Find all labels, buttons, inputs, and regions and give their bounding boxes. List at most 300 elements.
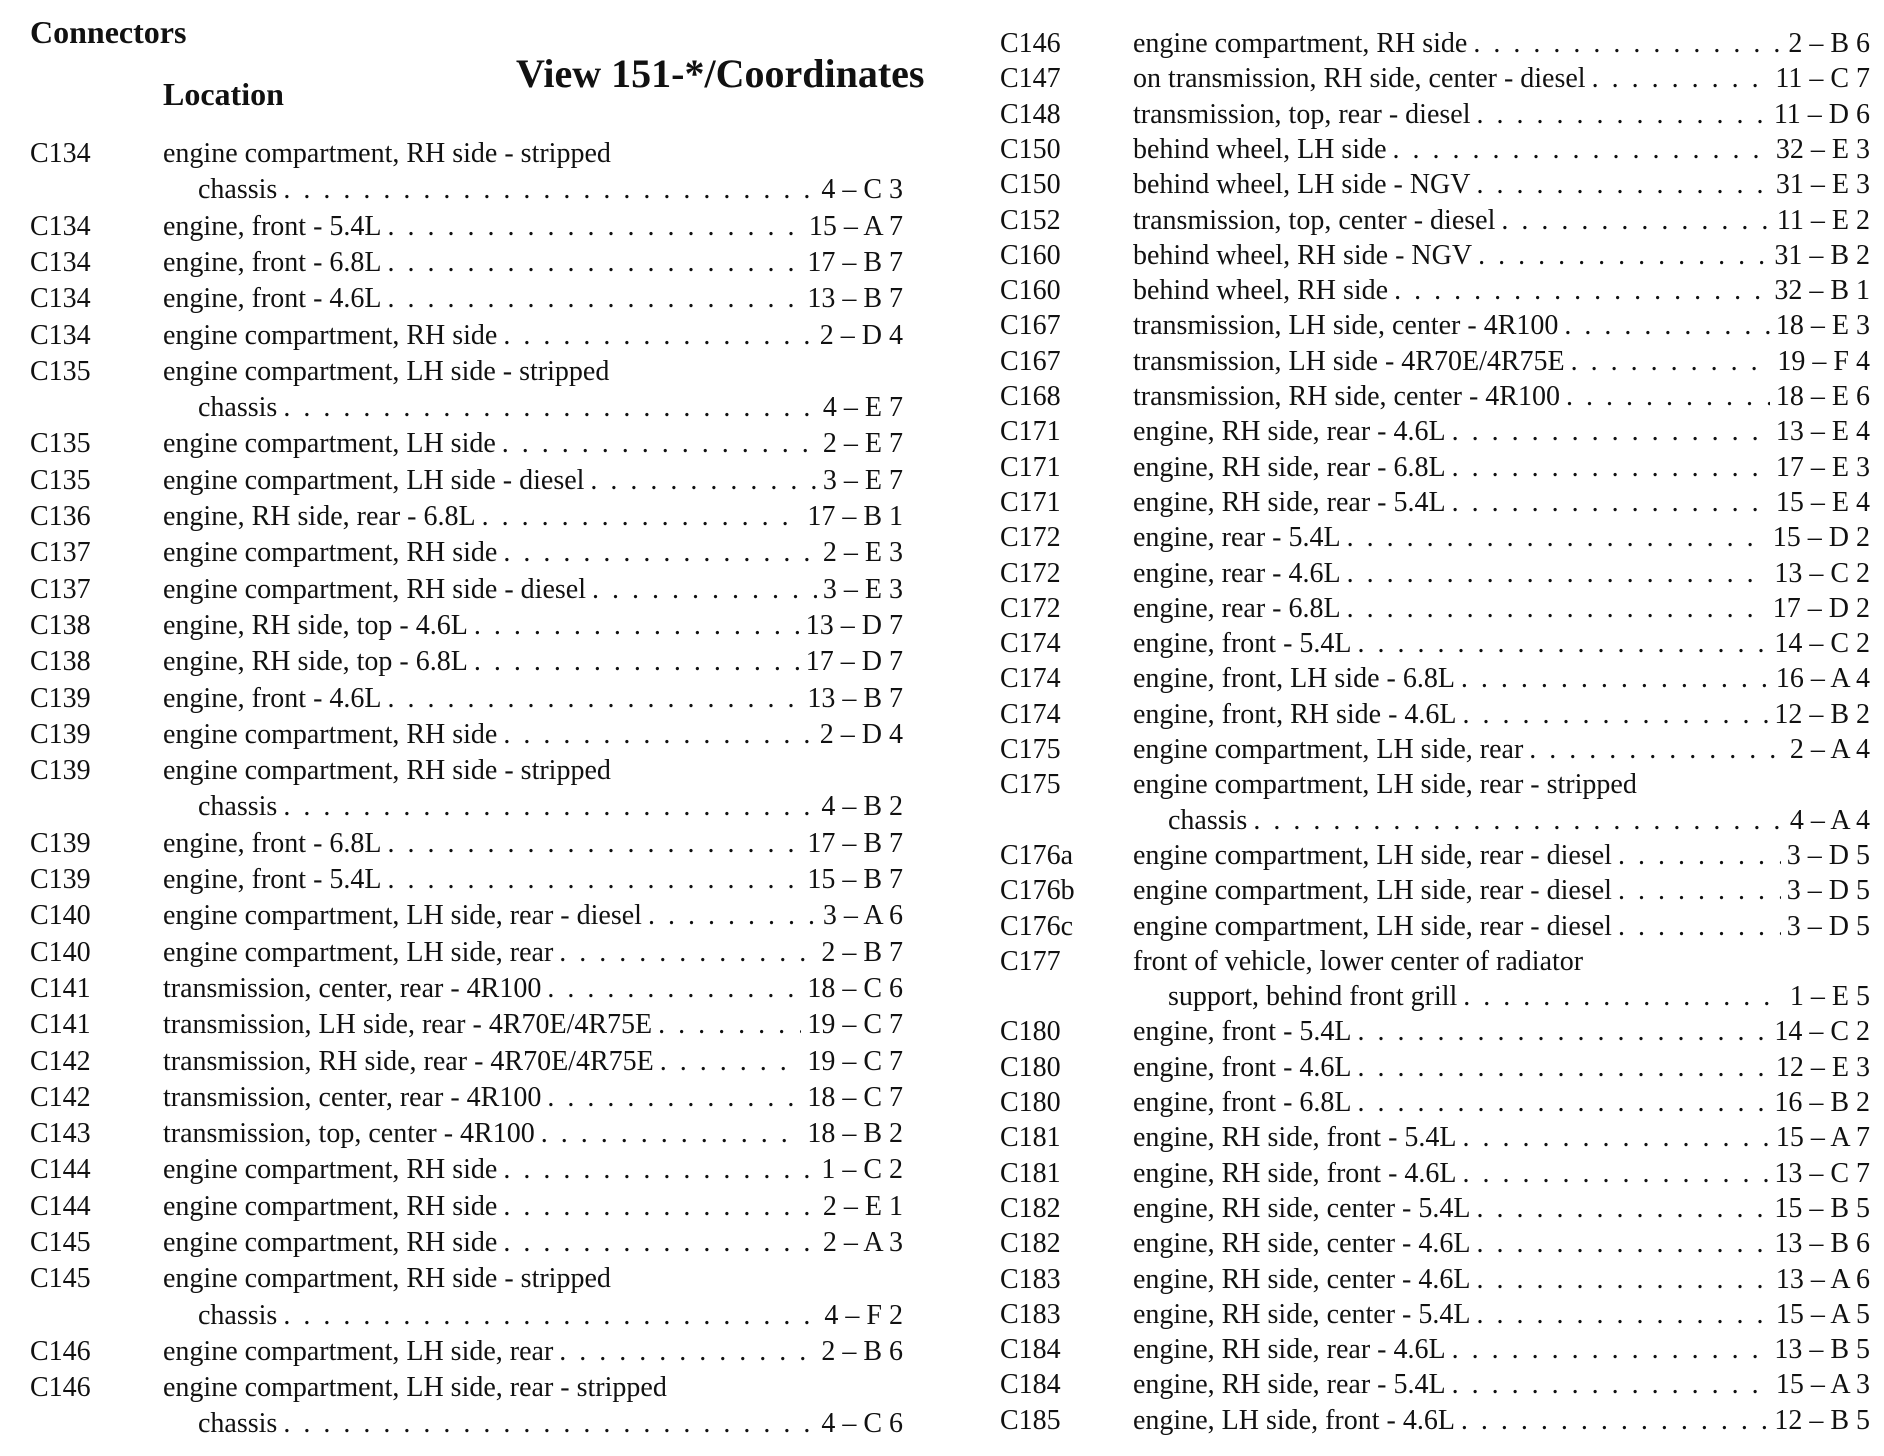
dot-leader (503, 719, 813, 751)
location-text: engine compartment, RH side - stripped (163, 138, 611, 169)
dot-leader (559, 1336, 815, 1368)
connector-entry (0, 1191, 920, 1227)
view-coordinate: 4 – B 2 (821, 791, 903, 823)
connector-code: C140 (30, 900, 91, 932)
connector-code: C181 (1000, 1122, 1061, 1154)
location-text: engine, front - 4.6L (1133, 1051, 1352, 1083)
dot-leader (1394, 275, 1768, 307)
dot-leader (1463, 981, 1784, 1013)
connector-entry (0, 1372, 920, 1445)
connector-code: C134 (30, 210, 91, 242)
connector-entry (970, 946, 1884, 1017)
location-text: chassis (1168, 804, 1248, 836)
connector-entry (970, 452, 1884, 487)
connector-code: C184 (1000, 1334, 1061, 1366)
dot-leader (503, 320, 813, 352)
view-coordinate: 3 – E 7 (822, 464, 903, 496)
location-text: engine, RH side, rear - 5.4L (1133, 1369, 1446, 1401)
view-coordinate: 13 – D 7 (805, 609, 903, 641)
location-text: engine, RH side, center - 4.6L (1133, 1263, 1471, 1295)
view-coordinate: 13 – A 6 (1775, 1263, 1870, 1295)
connector-entry (970, 275, 1884, 310)
dot-leader (283, 1300, 818, 1332)
view-coordinate: 18 – C 6 (807, 972, 903, 1004)
dot-leader (1452, 487, 1770, 519)
view-coordinate: 31 – B 2 (1774, 239, 1870, 271)
view-coordinate: 13 – B 7 (807, 682, 903, 714)
connector-code: C144 (30, 1190, 91, 1222)
connector-entry (0, 937, 920, 973)
connector-code: C135 (30, 464, 91, 496)
location-text: engine, rear - 6.8L (1133, 592, 1341, 624)
location-text: engine, rear - 5.4L (1133, 522, 1341, 554)
view-coordinate: 4 – F 2 (824, 1299, 903, 1331)
connector-entry (970, 840, 1884, 875)
view-coordinate: 17 – D 7 (805, 646, 903, 678)
dot-leader (1452, 1369, 1770, 1401)
connector-code: C143 (30, 1118, 91, 1150)
connector-entry (0, 283, 920, 319)
connector-code: C172 (1000, 522, 1061, 554)
location-text: engine, front - 6.8L (163, 827, 382, 859)
connector-entry (970, 1299, 1884, 1334)
dot-leader (1347, 558, 1769, 590)
view-coordinate: 3 – E 3 (822, 573, 903, 605)
view-coordinate: 12 – E 3 (1775, 1051, 1870, 1083)
location-text: engine compartment, RH side (163, 1190, 498, 1222)
dot-leader (547, 973, 801, 1005)
connector-code: C139 (30, 718, 91, 750)
location-text: engine, RH side, top - 6.8L (163, 646, 468, 678)
view-coordinate: 12 – B 2 (1774, 698, 1870, 730)
location-text: behind wheel, LH side - NGV (1133, 169, 1471, 201)
location-text: transmission, LH side - 4R70E/4R75E (1133, 345, 1565, 377)
view-coordinate: 2 – D 4 (819, 718, 903, 750)
dot-leader (503, 1227, 817, 1259)
connector-entry (0, 1046, 920, 1082)
view-coordinate: 2 – E 1 (822, 1190, 903, 1222)
connector-entry (0, 465, 920, 501)
location-text: chassis (198, 392, 278, 424)
connector-code: C135 (30, 355, 91, 387)
connector-code: C134 (30, 319, 91, 351)
view-coordinate: 2 – E 7 (822, 428, 903, 460)
dot-leader (1476, 99, 1767, 131)
view-coordinate: 13 – C 2 (1774, 557, 1870, 589)
dot-leader (1571, 346, 1772, 378)
location-text: transmission, center, rear - 4R100 (163, 972, 542, 1004)
connector-entry (970, 134, 1884, 169)
connector-entry (970, 558, 1884, 593)
connector-entry (970, 346, 1884, 381)
location-text: engine compartment, RH side - stripped (163, 1263, 611, 1295)
connector-entry (970, 1087, 1884, 1122)
connector-code: C142 (30, 1081, 91, 1113)
connector-entry (0, 428, 920, 464)
connector-entry (0, 537, 920, 573)
connector-code: C172 (1000, 592, 1061, 624)
connector-entry (970, 1193, 1884, 1228)
connector-code: C146 (1000, 28, 1061, 59)
connector-code: C137 (30, 537, 91, 569)
dot-leader (1347, 522, 1767, 554)
view-coordinate: 11 – C 7 (1775, 63, 1870, 95)
view-coordinate: 15 – B 7 (807, 864, 903, 895)
location-text: engine compartment, RH side - stripped (163, 755, 611, 787)
dot-leader (1452, 1334, 1769, 1366)
location-text: engine compartment, LH side, rear (163, 936, 554, 968)
dot-leader (1478, 240, 1768, 272)
connector-code: C135 (30, 428, 91, 460)
connector-entry (0, 646, 920, 682)
view-coordinate: 17 – B 7 (807, 246, 903, 278)
view-coordinate: 14 – C 2 (1774, 1016, 1870, 1048)
connector-entry (970, 522, 1884, 557)
view-coordinate: 17 – B 1 (807, 501, 903, 532)
location-text: engine, front, RH side - 4.6L (1133, 698, 1457, 730)
view-coordinate: 3 – D 5 (1786, 910, 1870, 942)
connector-code: C138 (30, 609, 91, 641)
dot-leader (1592, 63, 1770, 95)
connector-code: C139 (30, 864, 91, 895)
connector-entry (970, 1228, 1884, 1263)
dot-leader (1476, 1228, 1768, 1260)
location-text: engine, front, LH side - 6.8L (1133, 663, 1455, 695)
view-coordinate: 13 – B 5 (1774, 1334, 1870, 1366)
connector-code: C145 (30, 1263, 91, 1295)
view-coordinate: 2 – B 7 (821, 936, 903, 968)
connector-entry (970, 1334, 1884, 1369)
connector-code: C142 (30, 1045, 91, 1077)
view-coordinate: 18 – B 2 (807, 1118, 903, 1150)
view-coordinate: 2 – B 6 (821, 1335, 903, 1367)
location-text: engine, RH side, rear - 6.8L (163, 501, 476, 532)
connector-code: C160 (1000, 275, 1061, 307)
location-heading: Location (163, 76, 284, 112)
dot-leader (1476, 1299, 1769, 1331)
location-text: behind wheel, RH side (1133, 275, 1389, 307)
dot-leader (1358, 628, 1769, 660)
view-coordinate: 4 – E 7 (822, 392, 903, 424)
location-text: engine compartment, LH side, rear - diesel (163, 900, 642, 932)
dot-leader (388, 828, 802, 860)
connector-entry (970, 310, 1884, 345)
location-text: transmission, top, center - diesel (1133, 204, 1496, 236)
view-coordinate: 17 – B 7 (807, 827, 903, 859)
view-coordinate: 2 – B 6 (1788, 28, 1870, 59)
dot-leader (648, 900, 817, 932)
dot-leader (1452, 416, 1770, 448)
location-text: engine, RH side, center - 5.4L (1133, 1192, 1471, 1224)
connector-code: C150 (1000, 133, 1061, 165)
dot-leader (1463, 699, 1769, 731)
dot-leader (1476, 1264, 1769, 1296)
location-text: engine, front - 5.4L (163, 210, 382, 242)
connector-code: C175 (1000, 734, 1061, 765)
connector-entry (970, 487, 1884, 522)
location-text: engine, RH side, center - 4.6L (1133, 1228, 1471, 1260)
connector-entry (0, 1336, 920, 1372)
connector-entry (0, 1154, 920, 1190)
dot-leader (1358, 1052, 1770, 1084)
connector-entry (0, 1009, 920, 1045)
connector-entry (970, 63, 1884, 98)
view-coordinate: 32 – B 1 (1774, 275, 1870, 307)
location-text: engine compartment, LH side, rear - stripped (1133, 769, 1637, 801)
location-text: engine compartment, RH side (163, 1227, 498, 1258)
dot-leader (1358, 1087, 1769, 1119)
location-text: transmission, LH side, center - 4R100 (1133, 310, 1559, 342)
view-coordinate: 18 – E 3 (1775, 310, 1870, 342)
location-text: engine, front - 5.4L (1133, 628, 1352, 660)
location-text: engine, RH side, center - 5.4L (1133, 1298, 1471, 1330)
connector-code: C160 (1000, 239, 1061, 271)
connector-entry (970, 1369, 1884, 1404)
connector-entry (970, 1052, 1884, 1087)
connector-code: C180 (1000, 1016, 1061, 1048)
location-text: transmission, RH side, center - 4R100 (1133, 381, 1560, 412)
view-coordinate: 11 – D 6 (1773, 98, 1870, 130)
location-text: behind wheel, LH side (1133, 133, 1387, 165)
connector-entry (970, 593, 1884, 628)
connector-entry (0, 864, 920, 900)
dot-leader (1501, 205, 1771, 237)
connector-entry (0, 973, 920, 1009)
location-text: engine compartment, LH side, rear - stripped (163, 1372, 667, 1404)
dot-leader (547, 1082, 801, 1114)
dot-leader (592, 574, 817, 606)
location-text: engine compartment, RH side (163, 1154, 498, 1186)
dot-leader (1347, 593, 1767, 625)
connector-entry (0, 1118, 920, 1154)
connector-code: C147 (1000, 63, 1061, 95)
connector-entry (970, 628, 1884, 663)
location-text: engine compartment, LH side, rear (163, 1335, 554, 1367)
location-text: transmission, RH side, rear - 4R70E/4R75E (163, 1045, 654, 1077)
dot-leader (503, 1154, 815, 1186)
dot-leader (1253, 805, 1784, 837)
location-text: engine, front - 6.8L (1133, 1087, 1352, 1118)
connector-entry (970, 416, 1884, 451)
connector-code: C180 (1000, 1087, 1061, 1118)
dot-leader (503, 1191, 817, 1223)
dot-leader (388, 864, 802, 896)
connector-code: C152 (1000, 204, 1061, 236)
connector-code: C171 (1000, 451, 1061, 483)
connector-entry (0, 610, 920, 646)
connector-entry (0, 719, 920, 755)
dot-leader (1473, 28, 1782, 60)
dot-leader (474, 646, 800, 678)
view-coordinate: 13 – C 7 (1774, 1157, 1870, 1189)
connector-entry (0, 828, 920, 864)
connector-code: C137 (30, 573, 91, 605)
connector-entry (0, 211, 920, 247)
location-text: engine, RH side, top - 4.6L (163, 609, 468, 641)
location-text: engine, RH side, rear - 5.4L (1133, 486, 1446, 518)
dot-leader (559, 937, 815, 969)
connector-entry (970, 875, 1884, 910)
connector-code: C175 (1000, 769, 1061, 801)
connector-entry (0, 1082, 920, 1118)
dot-leader (1461, 1405, 1768, 1437)
dot-leader (502, 428, 817, 460)
connector-entry (0, 683, 920, 719)
view-coordinate: 15 – E 4 (1775, 486, 1870, 518)
view-coordinate: 17 – E 3 (1775, 451, 1870, 483)
connector-entry (0, 574, 920, 610)
connector-code: C146 (30, 1372, 91, 1404)
location-text: engine compartment, RH side (1133, 28, 1468, 59)
dot-leader (283, 392, 817, 424)
dot-leader (283, 791, 815, 823)
connector-entry (970, 28, 1884, 63)
connector-entry (970, 1158, 1884, 1193)
connector-code: C168 (1000, 381, 1061, 412)
connector-code: C167 (1000, 310, 1061, 342)
connector-code: C167 (1000, 345, 1061, 377)
view-coordinate: 13 – B 6 (1774, 1228, 1870, 1260)
location-text: engine, front - 5.4L (163, 864, 382, 895)
view-coordinate: 2 – A 3 (822, 1227, 903, 1258)
location-text: engine compartment, LH side - stripped (163, 355, 610, 387)
connector-code: C183 (1000, 1263, 1061, 1295)
location-text: engine, RH side, rear - 4.6L (1133, 416, 1446, 448)
view-coordinate: 3 – A 6 (822, 900, 903, 932)
location-text: transmission, LH side, rear - 4R70E/4R75E (163, 1009, 653, 1041)
view-coordinate: 16 – A 4 (1775, 663, 1870, 695)
view-coordinate: 16 – B 2 (1774, 1087, 1870, 1118)
connector-code: C140 (30, 936, 91, 968)
view-coordinate: 1 – E 5 (1789, 981, 1870, 1013)
connector-entry (970, 99, 1884, 134)
view-coordinate: 2 – D 4 (819, 319, 903, 351)
connector-code: C174 (1000, 698, 1061, 730)
dot-leader (1393, 134, 1770, 166)
connector-code: C136 (30, 501, 91, 532)
connector-entry (970, 663, 1884, 698)
view-coordinate: 19 – C 7 (807, 1009, 903, 1041)
view-coordinate: 13 – B 7 (807, 283, 903, 315)
connector-entry (970, 911, 1884, 946)
connector-entry (0, 501, 920, 537)
location-text: engine, RH side, front - 5.4L (1133, 1122, 1457, 1154)
view-coordinate: 15 – D 2 (1772, 522, 1870, 554)
connectors-heading: Connectors (30, 14, 187, 50)
connector-code: C144 (30, 1154, 91, 1186)
location-text: engine, front - 6.8L (163, 246, 382, 278)
connector-entry (0, 900, 920, 936)
location-text: chassis (198, 1299, 278, 1331)
view-coordinate: 17 – D 2 (1772, 592, 1870, 624)
dot-leader (1618, 911, 1781, 943)
connector-code: C181 (1000, 1157, 1061, 1189)
view-coordinates-heading: View 151-*/Coordinates (516, 51, 925, 96)
dot-leader (482, 501, 802, 533)
connector-code: C134 (30, 283, 91, 315)
connector-code: C150 (1000, 169, 1061, 201)
dot-leader (1529, 734, 1784, 766)
location-text: chassis (198, 1408, 278, 1440)
location-text: engine compartment, LH side, rear - diesel (1133, 839, 1612, 871)
view-coordinate: 4 – A 4 (1789, 804, 1870, 836)
view-coordinate: 32 – E 3 (1775, 133, 1870, 165)
view-coordinate: 15 – A 7 (808, 210, 903, 242)
view-coordinate: 3 – D 5 (1786, 839, 1870, 871)
dot-leader (1566, 381, 1770, 413)
connector-entry (970, 699, 1884, 734)
location-text: engine compartment, LH side, rear (1133, 734, 1524, 765)
location-text: transmission, top, rear - diesel (1133, 98, 1471, 130)
connector-entry (970, 381, 1884, 416)
dot-leader (388, 683, 802, 715)
connector-entry (0, 1227, 920, 1263)
connector-code: C176b (1000, 875, 1075, 907)
connector-entry (0, 356, 920, 429)
connector-code: C180 (1000, 1051, 1061, 1083)
view-coordinate: 31 – E 3 (1775, 169, 1870, 201)
connector-entry (0, 320, 920, 356)
location-text: on transmission, RH side, center - diesel (1133, 63, 1586, 95)
dot-leader (388, 211, 803, 243)
dot-leader (1461, 663, 1770, 695)
dot-leader (503, 537, 817, 569)
connector-entry (970, 734, 1884, 769)
view-coordinate: 4 – C 3 (821, 174, 903, 206)
connector-code: C174 (1000, 628, 1061, 660)
location-text: chassis (198, 791, 278, 823)
dot-leader (1463, 1158, 1769, 1190)
connector-code: C174 (1000, 663, 1061, 695)
connector-entry (0, 138, 920, 211)
connector-code: C171 (1000, 416, 1061, 448)
connector-code: C134 (30, 246, 91, 278)
view-coordinate: 2 – A 4 (1789, 734, 1870, 765)
connector-code: C141 (30, 1009, 91, 1041)
location-text: engine compartment, LH side, rear - diesel (1133, 910, 1612, 942)
dot-leader (1463, 1122, 1770, 1154)
connector-code: C139 (30, 755, 91, 787)
connector-code: C183 (1000, 1298, 1061, 1330)
location-text: engine, RH side, rear - 6.8L (1133, 451, 1446, 483)
dot-leader (590, 465, 816, 497)
connector-entry (970, 1016, 1884, 1051)
dot-leader (283, 174, 815, 206)
location-text: engine compartment, LH side, rear - diesel (1133, 875, 1612, 907)
connector-code: C185 (1000, 1404, 1061, 1436)
location-text: transmission, center, rear - 4R100 (163, 1081, 542, 1113)
connector-entry (0, 247, 920, 283)
connector-code: C182 (1000, 1192, 1061, 1224)
view-coordinate: 4 – C 6 (821, 1408, 903, 1440)
connector-entry (970, 1264, 1884, 1299)
connector-code: C172 (1000, 557, 1061, 589)
connector-entry (0, 755, 920, 828)
dot-leader (1564, 310, 1770, 342)
view-coordinate: 15 – A 3 (1775, 1369, 1870, 1401)
connector-entry (970, 769, 1884, 840)
connector-entry (970, 1405, 1884, 1440)
dot-leader (388, 283, 802, 315)
connector-code: C138 (30, 646, 91, 678)
location-text: engine compartment, LH side - diesel (163, 464, 585, 496)
dot-leader (1476, 1193, 1768, 1225)
dot-leader (1476, 169, 1769, 201)
location-text: front of vehicle, lower center of radiator (1133, 945, 1584, 977)
dot-leader (660, 1046, 802, 1078)
connector-code: C176a (1000, 839, 1074, 871)
view-coordinate: 19 – C 7 (807, 1045, 903, 1077)
